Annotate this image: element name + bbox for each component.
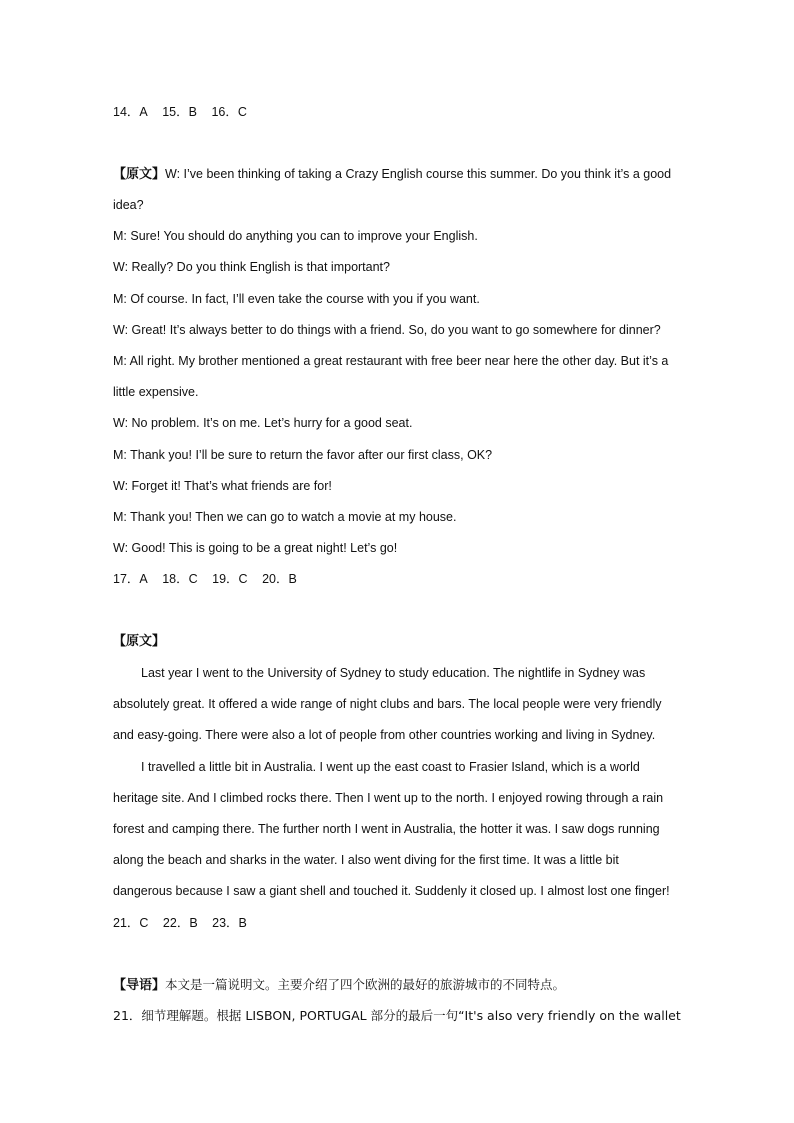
answer-17: 17．A xyxy=(113,572,148,586)
guide-intro-row xyxy=(113,977,565,994)
passage-line: Last year I went to the University of Sydney to study education. The nightlife in Sydney was xyxy=(141,666,646,680)
dialogue-line: little expensive. xyxy=(113,385,199,399)
passage-line: absolutely great. It offered a wide range of night clubs and bars. The local people were very friendly xyxy=(113,697,662,711)
section-tag-original-text: 【原文】 xyxy=(113,167,166,182)
guide-intro-text: 本文是一篇说明文。主要介绍了四个欧洲的最好的旅游城市的不同特点。 xyxy=(165,977,566,992)
dialogue-line: W: No problem. It’s on me. Let’s hurry for a good seat. xyxy=(113,416,413,430)
passage-line: dangerous because I saw a giant shell and touched it. Suddenly it closed up. I almost lost one finger! xyxy=(113,884,670,898)
answer-14: 14．A xyxy=(113,105,148,119)
answer-18: 18．C xyxy=(162,572,198,586)
passage-line: forest and camping there. The further north I went in Australia, the hotter it was. I saw dogs running xyxy=(113,822,660,836)
passage-line: and easy-going. There were also a lot of people from other countries working and living in Sydney. xyxy=(113,728,656,742)
question-21-explanation: 21．细节理解题。根据 LISBON, PORTUGAL 部分的最后一句“It's also very friendly on the wallet xyxy=(113,1008,681,1023)
dialogue-line: M: All right. My brother mentioned a great restaurant with free beer near here the other day. But it’s a xyxy=(113,354,669,368)
dialogue-line: W: Forget it! That’s what friends are for! xyxy=(113,479,332,493)
answer-16: 16．C xyxy=(211,105,247,119)
passage-line: along the beach and sharks in the water. I also went diving for the first time. It was a little bit xyxy=(113,853,619,867)
answer-19: 19．C xyxy=(212,572,248,586)
dialogue-line: M: Thank you! Then we can go to watch a movie at my house. xyxy=(113,510,457,524)
passage-line: I travelled a little bit in Australia. I went up the east coast to Frasier Island, which is a world xyxy=(141,760,640,774)
answer-21: 21．C xyxy=(113,916,149,930)
dialogue-line: W: Good! This is going to be a great night! Let’s go! xyxy=(113,541,398,555)
dialogue-line: idea? xyxy=(113,198,144,212)
dialogue-line: M: Sure! You should do anything you can to improve your English. xyxy=(113,229,478,243)
answer-23: 23．B xyxy=(212,916,247,930)
answer-15: 15．B xyxy=(162,105,197,119)
passage-line: heritage site. And I climbed rocks there. Then I went up to the north. I enjoyed rowing through a rain xyxy=(113,791,664,805)
dialogue-line: W: Really? Do you think English is that important? xyxy=(113,260,390,274)
section-tag-original-text: 【原文】 xyxy=(113,634,166,649)
dialogue-line: M: Of course. In fact, I’ll even take the course with you if you want. xyxy=(113,292,480,306)
answer-row-21-23 xyxy=(113,915,258,931)
answer-row-14-16 xyxy=(113,104,258,120)
dialogue-line: W: I’ve been thinking of taking a Crazy English course this summer. Do you think it’s a good xyxy=(165,167,672,181)
dialogue-line: W: Great! It’s always better to do things with a friend. So, do you want to go somewhere for dinner? xyxy=(113,323,661,337)
dialogue-line-1-row xyxy=(113,166,671,183)
section-tag-guide: 【导语】 xyxy=(113,978,166,993)
answer-row-17-20 xyxy=(113,571,308,587)
dialogue-line: M: Thank you! I’ll be sure to return the favor after our first class, OK? xyxy=(113,448,493,462)
answer-22: 22．B xyxy=(162,916,198,930)
answer-20: 20．B xyxy=(262,572,297,586)
